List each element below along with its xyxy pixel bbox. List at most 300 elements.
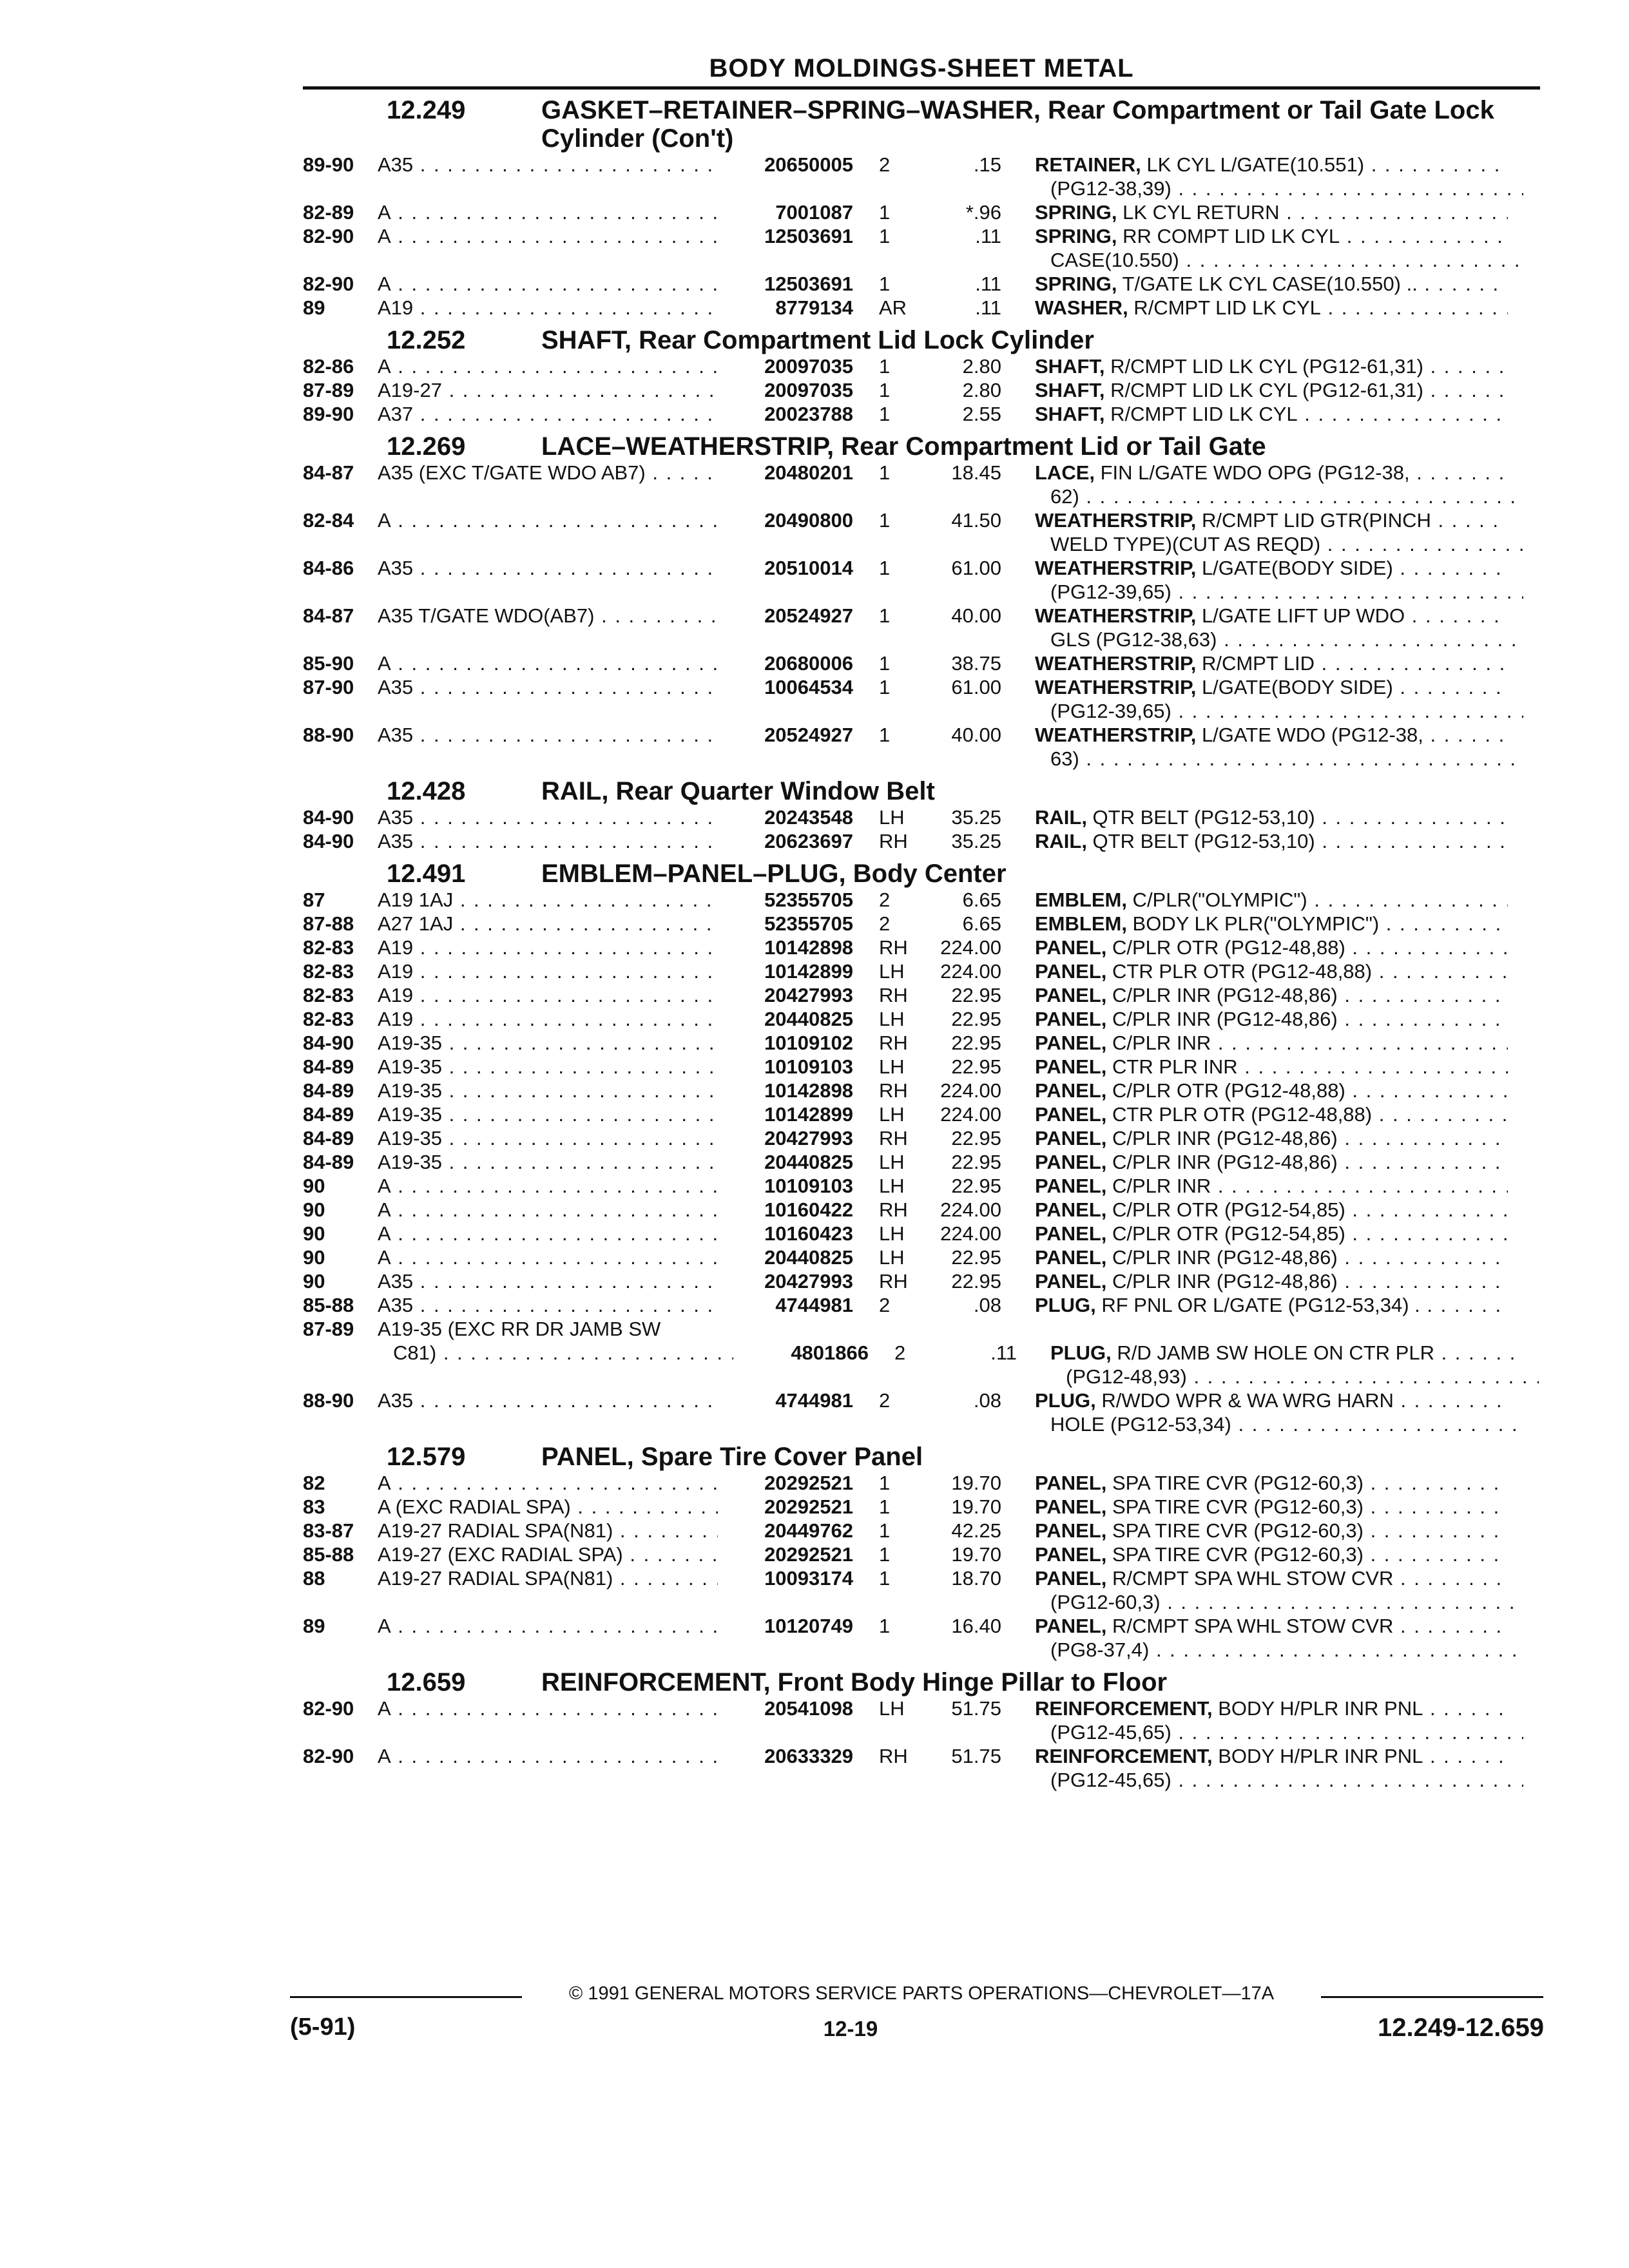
model-applicability: C81) . . . [378, 1341, 733, 1389]
model-years: 87 [303, 889, 325, 911]
description-line: WEATHERSTRIP, L/GATE(BODY SIDE) . . . [1035, 675, 1508, 699]
part-description [1001, 1495, 1540, 1519]
description-line: SHAFT, R/CMPT LID LK CYL (PG12-61,31) . . . [1035, 354, 1508, 378]
description-line: PANEL, SPA TIRE CVR (PG12-60,3) . . . [1035, 1519, 1508, 1542]
section-number: 12.269 [387, 432, 466, 461]
part-row [303, 723, 1540, 771]
price: 18.70 [951, 1567, 1001, 1590]
part-row [303, 675, 1540, 723]
section-heading [303, 326, 1540, 354]
part-description [1001, 1222, 1540, 1245]
part-row [303, 912, 1540, 936]
description-line: PANEL, C/PLR INR . . . [1035, 1174, 1508, 1198]
catalog-page [303, 52, 1540, 1792]
description-line: EMBLEM, C/PLR("OLYMPIC") . . . [1035, 888, 1508, 912]
description-line: PLUG, RF PNL OR L/GATE (PG12-53,34) . . . . [1035, 1293, 1508, 1317]
model-years: 87-89 [303, 379, 354, 401]
description-line: 63) . . . [1035, 747, 1523, 771]
part-description [1001, 1007, 1540, 1031]
part-description [1001, 959, 1540, 983]
sections-container [303, 96, 1540, 1792]
section-number: 12.579 [387, 1443, 466, 1471]
model-years: 84-89 [303, 1055, 354, 1078]
quantity: 2 [879, 889, 891, 911]
quantity: 2 [894, 1341, 906, 1364]
price: 224.00 [940, 936, 1001, 959]
section-title: SHAFT, Rear Compartment Lid Lock Cylinder [541, 326, 1094, 354]
model-years: 90 [303, 1246, 325, 1269]
part-number: 20427993 [764, 1127, 853, 1149]
model-years: 84-86 [303, 557, 354, 579]
catalog-section [303, 96, 1540, 320]
model-years: 82-90 [303, 1745, 354, 1767]
part-description [1001, 936, 1540, 959]
part-number: 7001087 [775, 201, 853, 224]
price: 224.00 [940, 1222, 1001, 1245]
model-applicability: A19 . . . [378, 959, 718, 983]
part-description [1001, 1245, 1540, 1269]
model-applicability: A35 . . . [378, 1293, 718, 1317]
price: 61.00 [951, 557, 1001, 579]
model-applicability: A . . . [378, 1696, 718, 1744]
catalog-section [303, 326, 1540, 426]
model-applicability: A19-27 . . . [378, 378, 718, 402]
part-number: 20449762 [764, 1519, 853, 1542]
part-description [1001, 461, 1540, 508]
model-years: 82-90 [303, 1697, 354, 1720]
part-row [303, 402, 1540, 426]
part-description [1001, 651, 1540, 675]
description-line: RAIL, QTR BELT (PG12-53,10) . . . [1035, 829, 1508, 853]
price: 22.95 [951, 1151, 1001, 1173]
model-years: 84-89 [303, 1079, 354, 1102]
price: .11 [990, 1341, 1017, 1364]
part-description [1001, 556, 1540, 604]
part-description [1001, 1102, 1540, 1126]
model-years: 83-87 [303, 1519, 354, 1542]
price: 2.55 [962, 403, 1001, 425]
quantity: 1 [879, 557, 891, 579]
model-years: 82-83 [303, 1008, 354, 1030]
model-years: 87-89 [303, 1318, 354, 1340]
quantity: 1 [879, 273, 891, 295]
model-applicability: A . . . [378, 1198, 718, 1222]
price: 61.00 [951, 676, 1001, 698]
part-row [303, 1744, 1540, 1792]
quantity: 1 [879, 604, 891, 627]
price: *.96 [965, 201, 1001, 224]
model-applicability: A19-35 . . . [378, 1055, 718, 1079]
price: 19.70 [951, 1472, 1001, 1494]
quantity: 1 [879, 1495, 891, 1518]
quantity: RH [879, 1198, 908, 1221]
part-row [303, 1174, 1540, 1198]
price: 38.75 [951, 652, 1001, 675]
description-line: (PG12-45,65) . . . [1035, 1768, 1523, 1792]
price: .11 [975, 296, 1001, 319]
quantity [853, 1317, 918, 1341]
model-applicability: A35 . . . [378, 675, 718, 723]
description-line: PANEL, C/PLR OTR (PG12-54,85) . . . [1035, 1222, 1508, 1245]
price: 2.80 [962, 379, 1001, 401]
model-years: 84-90 [303, 1032, 354, 1054]
price: 19.70 [951, 1495, 1001, 1518]
description-line: (PG12-38,39) . . . [1035, 177, 1523, 200]
part-description [1001, 983, 1540, 1007]
price: 22.95 [951, 1175, 1001, 1197]
model-years: 82-89 [303, 201, 354, 224]
quantity: 1 [879, 652, 891, 675]
description-line: CASE(10.550) . . . [1035, 248, 1523, 272]
part-row [303, 1222, 1540, 1245]
model-years: 82 [303, 1472, 325, 1494]
model-years: 82-84 [303, 509, 354, 532]
footer-date: (5-91) [290, 2013, 356, 2041]
part-description [1001, 723, 1540, 771]
part-number: 10109102 [764, 1032, 853, 1054]
quantity: LH [879, 1008, 905, 1030]
description-line: PANEL, C/PLR OTR (PG12-54,85) . . . [1035, 1198, 1508, 1222]
model-applicability: A . . . [378, 200, 718, 224]
model-years: 82-90 [303, 273, 354, 295]
part-number: 20541098 [764, 1697, 853, 1720]
price: 35.25 [951, 830, 1001, 852]
part-number: 20524927 [764, 724, 853, 746]
section-number: 12.252 [387, 326, 466, 354]
model-applicability: A . . . [378, 508, 718, 556]
model-years: 82-90 [303, 225, 354, 247]
part-row [303, 200, 1540, 224]
model-applicability: A . . . [378, 1174, 718, 1198]
price: 19.70 [951, 1543, 1001, 1566]
model-years: 89-90 [303, 403, 354, 425]
model-applicability: A19-35 (EXC RR DR JAMB SW [378, 1318, 661, 1340]
catalog-section [303, 777, 1540, 853]
part-row [303, 1495, 1540, 1519]
quantity: 1 [879, 461, 891, 484]
price: 224.00 [940, 1198, 1001, 1221]
part-row [303, 461, 1540, 508]
part-row [303, 959, 1540, 983]
part-number: 20524927 [764, 604, 853, 627]
description-line: PANEL, C/PLR INR (PG12-48,86) . . . [1035, 1245, 1508, 1269]
part-number: 20292521 [764, 1495, 853, 1518]
quantity: RH [879, 936, 908, 959]
page-title: BODY MOLDINGS-SHEET METAL [709, 54, 1134, 82]
model-applicability: A35 . . . [378, 723, 718, 771]
description-line: PANEL, R/CMPT SPA WHL STOW CVR . . . [1035, 1614, 1508, 1638]
description-line: SPRING, RR COMPT LID LK CYL . . . [1035, 224, 1508, 248]
part-description [1001, 296, 1540, 320]
part-row [303, 224, 1540, 272]
model-years: 89-90 [303, 153, 354, 176]
quantity: 1 [879, 225, 891, 247]
section-title: EMBLEM–PANEL–PLUG, Body Center [541, 860, 1007, 888]
description-line: HOLE (PG12-53,34) . . . [1035, 1412, 1523, 1436]
part-row [303, 1389, 1540, 1436]
quantity: LH [879, 1103, 905, 1126]
part-number: 20292521 [764, 1472, 853, 1494]
part-description [1001, 378, 1540, 402]
description-line: PANEL, C/PLR OTR (PG12-48,88) . . . [1035, 936, 1508, 959]
model-applicability: A19-35 . . . [378, 1102, 718, 1126]
description-line: PANEL, SPA TIRE CVR (PG12-60,3) . . . [1035, 1471, 1508, 1495]
quantity: LH [879, 1697, 905, 1720]
quantity: RH [879, 984, 908, 1006]
model-years: 87-88 [303, 912, 354, 935]
part-number: 12503691 [764, 273, 853, 295]
description-line: (PG12-60,3) . . . [1035, 1590, 1523, 1614]
part-number: 10160423 [764, 1222, 853, 1245]
model-years: 84-89 [303, 1103, 354, 1126]
price: .11 [975, 273, 1001, 295]
quantity: 2 [879, 1294, 891, 1316]
part-number: 10109103 [764, 1055, 853, 1078]
description-line: (PG12-39,65) . . . [1035, 699, 1523, 723]
part-row [303, 272, 1540, 296]
part-row [303, 1542, 1540, 1566]
section-heading [303, 777, 1540, 805]
part-row [303, 1079, 1540, 1102]
price: 18.45 [951, 461, 1001, 484]
description-line: WEATHERSTRIP, L/GATE(BODY SIDE) . . . [1035, 556, 1508, 580]
part-number: 20510014 [764, 557, 853, 579]
part-description [1001, 1744, 1540, 1792]
part-description [1001, 1269, 1540, 1293]
section-number: 12.428 [387, 777, 466, 805]
part-description [1001, 1389, 1540, 1436]
footer-page-number: 12-19 [823, 2017, 878, 2041]
part-number: 20243548 [764, 806, 853, 829]
part-number: 10142899 [764, 1103, 853, 1126]
model-applicability: A35 . . . [378, 1389, 718, 1436]
model-applicability: A35 . . . [378, 829, 718, 853]
price: 40.00 [951, 724, 1001, 746]
part-number: 10142898 [764, 936, 853, 959]
part-number: 4744981 [775, 1294, 853, 1316]
part-row [303, 805, 1540, 829]
price: 2.80 [962, 355, 1001, 378]
part-description [1001, 1126, 1540, 1150]
part-description [1001, 1055, 1540, 1079]
description-line: PANEL, SPA TIRE CVR (PG12-60,3) . . . [1035, 1495, 1508, 1519]
part-row [303, 556, 1540, 604]
quantity: RH [879, 1032, 908, 1054]
quantity: 1 [879, 676, 891, 698]
price: .15 [973, 153, 1001, 176]
description-line: PLUG, R/D JAMB SW HOLE ON CTR PLR . . . [1050, 1341, 1523, 1365]
description-line: SHAFT, R/CMPT LID LK CYL . . . [1035, 402, 1508, 426]
part-description [1001, 1519, 1540, 1542]
part-row [303, 1150, 1540, 1174]
part-description [1001, 1150, 1540, 1174]
model-years [303, 1341, 378, 1389]
part-number: 20023788 [764, 403, 853, 425]
part-number: 10142898 [764, 1079, 853, 1102]
part-number: 20427993 [764, 984, 853, 1006]
part-number: 8779134 [775, 296, 853, 319]
footer-rule-right [1321, 1996, 1543, 1998]
price: 22.95 [951, 1055, 1001, 1078]
part-row [303, 1126, 1540, 1150]
price: 16.40 [951, 1615, 1001, 1637]
part-number: 20427993 [764, 1270, 853, 1293]
description-line: PANEL, C/PLR OTR (PG12-48,88) . . . [1035, 1079, 1508, 1102]
quantity: 1 [879, 1543, 891, 1566]
model-applicability: A19-35 . . . [378, 1126, 718, 1150]
model-years: 90 [303, 1270, 325, 1293]
part-number: 4744981 [775, 1389, 853, 1412]
part-number: 52355705 [764, 889, 853, 911]
quantity: 1 [879, 1519, 891, 1542]
part-description [1001, 675, 1540, 723]
part-description [1001, 1174, 1540, 1198]
part-row [303, 1293, 1540, 1317]
description-line: WELD TYPE)(CUT AS REQD) . . . [1035, 532, 1523, 556]
description-line: PANEL, C/PLR INR (PG12-48,86) . . . [1035, 1150, 1508, 1174]
section-heading [303, 1443, 1540, 1471]
price: 22.95 [951, 1270, 1001, 1293]
part-number [718, 1317, 853, 1341]
quantity: LH [879, 806, 905, 829]
part-row [303, 378, 1540, 402]
description-line: RAIL, QTR BELT (PG12-53,10) . . . [1035, 805, 1508, 829]
part-number: 20440825 [764, 1008, 853, 1030]
part-number: 20440825 [764, 1151, 853, 1173]
part-description [1001, 1542, 1540, 1566]
part-number: 52355705 [764, 912, 853, 935]
model-applicability: A . . . [378, 1222, 718, 1245]
description-line: REINFORCEMENT, BODY H/PLR INR PNL . . . [1035, 1696, 1508, 1720]
part-row [303, 1696, 1540, 1744]
quantity: RH [879, 1745, 908, 1767]
model-applicability: A . . . [378, 1744, 718, 1792]
model-applicability: A19-27 RADIAL SPA(N81) . . . [378, 1566, 718, 1614]
part-number: 20480201 [764, 461, 853, 484]
section-title: RAIL, Rear Quarter Window Belt [541, 777, 935, 805]
part-description [1001, 1317, 1540, 1341]
model-years: 88-90 [303, 724, 354, 746]
model-years: 87-90 [303, 676, 354, 698]
model-years: 88 [303, 1567, 325, 1590]
model-years: 90 [303, 1198, 325, 1221]
part-row [303, 153, 1540, 200]
model-years: 82-83 [303, 936, 354, 959]
price: .08 [973, 1389, 1001, 1412]
model-applicability: A35 . . . [378, 805, 718, 829]
description-line: SPRING, LK CYL RETURN . . . [1035, 200, 1508, 224]
description-line: (PG8-37,4) . . . [1035, 1638, 1523, 1662]
description-line: PANEL, C/PLR INR (PG12-48,86) . . . [1035, 983, 1508, 1007]
model-applicability: A . . . [378, 1471, 718, 1495]
part-row [303, 829, 1540, 853]
part-row [303, 983, 1540, 1007]
quantity: 1 [879, 1472, 891, 1494]
quantity: RH [879, 1270, 908, 1293]
part-description [1001, 1031, 1540, 1055]
description-line: WEATHERSTRIP, R/CMPT LID . . . [1035, 651, 1508, 675]
quantity: 1 [879, 379, 891, 401]
model-applicability: A . . . [378, 354, 718, 378]
description-line: PANEL, C/PLR INR (PG12-48,86) . . . [1035, 1007, 1508, 1031]
price: 42.25 [951, 1519, 1001, 1542]
quantity: LH [879, 1055, 905, 1078]
part-description [1001, 604, 1540, 651]
section-title: GASKET–RETAINER–SPRING–WASHER, Rear Compartment or Tail Gate Lock Cylinder (Con't) [541, 96, 1494, 153]
price: 41.50 [951, 509, 1001, 532]
model-applicability: A (EXC RADIAL SPA) . . . [378, 1495, 718, 1519]
model-applicability: A19-35 . . . [378, 1079, 718, 1102]
part-description [1001, 272, 1540, 296]
description-line: PANEL, C/PLR INR . . . [1035, 1031, 1508, 1055]
part-number: 20440825 [764, 1246, 853, 1269]
quantity: RH [879, 1127, 908, 1149]
model-years: 82-83 [303, 960, 354, 983]
quantity: 1 [879, 1615, 891, 1637]
part-description [1001, 1079, 1540, 1102]
price: 224.00 [940, 1103, 1001, 1126]
part-number: 20680006 [764, 652, 853, 675]
part-number: 20623697 [764, 830, 853, 852]
description-line: (PG12-48,93) . . . [1050, 1365, 1539, 1389]
model-applicability: A19 . . . [378, 1007, 718, 1031]
catalog-section [303, 860, 1540, 1436]
model-years: 83 [303, 1495, 325, 1518]
part-description [1001, 912, 1540, 936]
model-years: 85-88 [303, 1543, 354, 1566]
description-line: PANEL, C/PLR INR (PG12-48,86) . . . [1035, 1269, 1508, 1293]
part-number: 20097035 [764, 379, 853, 401]
model-applicability: A . . . [378, 224, 718, 272]
part-number: 20490800 [764, 509, 853, 532]
description-line: (PG12-39,65) . . . [1035, 580, 1523, 604]
price: 224.00 [940, 1079, 1001, 1102]
model-applicability: A35 . . . [378, 556, 718, 604]
price: 6.65 [962, 889, 1001, 911]
section-title: LACE–WEATHERSTRIP, Rear Compartment Lid or Tail Gate [541, 432, 1266, 461]
part-row [303, 1007, 1540, 1031]
model-applicability: A19-35 . . . [378, 1031, 718, 1055]
model-years: 88-90 [303, 1389, 354, 1412]
quantity: LH [879, 960, 905, 983]
model-years: 82-83 [303, 984, 354, 1006]
part-row [303, 1317, 1540, 1341]
part-row [303, 1269, 1540, 1293]
catalog-section [303, 432, 1540, 771]
model-applicability: A19-27 RADIAL SPA(N81) . . . [378, 1519, 718, 1542]
description-line: RETAINER, LK CYL L/GATE(10.551) . . . [1035, 153, 1508, 177]
description-line: WEATHERSTRIP, R/CMPT LID GTR(PINCH . . . [1035, 508, 1508, 532]
description-line: GLS (PG12-38,63) . . . [1035, 628, 1523, 651]
description-line: SPRING, T/GATE LK CYL CASE(10.550) .. . . . [1035, 272, 1508, 296]
section-heading [303, 432, 1540, 461]
model-applicability: A19 . . . [378, 936, 718, 959]
part-row [303, 936, 1540, 959]
quantity: LH [879, 1151, 905, 1173]
model-applicability: A37 . . . [378, 402, 718, 426]
model-applicability: A27 1AJ . . . [378, 912, 718, 936]
description-line: WEATHERSTRIP, L/GATE WDO (PG12-38, . . . [1035, 723, 1508, 747]
model-years: 89 [303, 296, 325, 319]
price: 35.25 [951, 806, 1001, 829]
model-years: 85-88 [303, 1294, 354, 1316]
part-description [1001, 153, 1540, 200]
part-number: 10160422 [764, 1198, 853, 1221]
part-number: 20633329 [764, 1745, 853, 1767]
section-heading [303, 96, 1540, 153]
price: 22.95 [951, 984, 1001, 1006]
quantity: LH [879, 1246, 905, 1269]
